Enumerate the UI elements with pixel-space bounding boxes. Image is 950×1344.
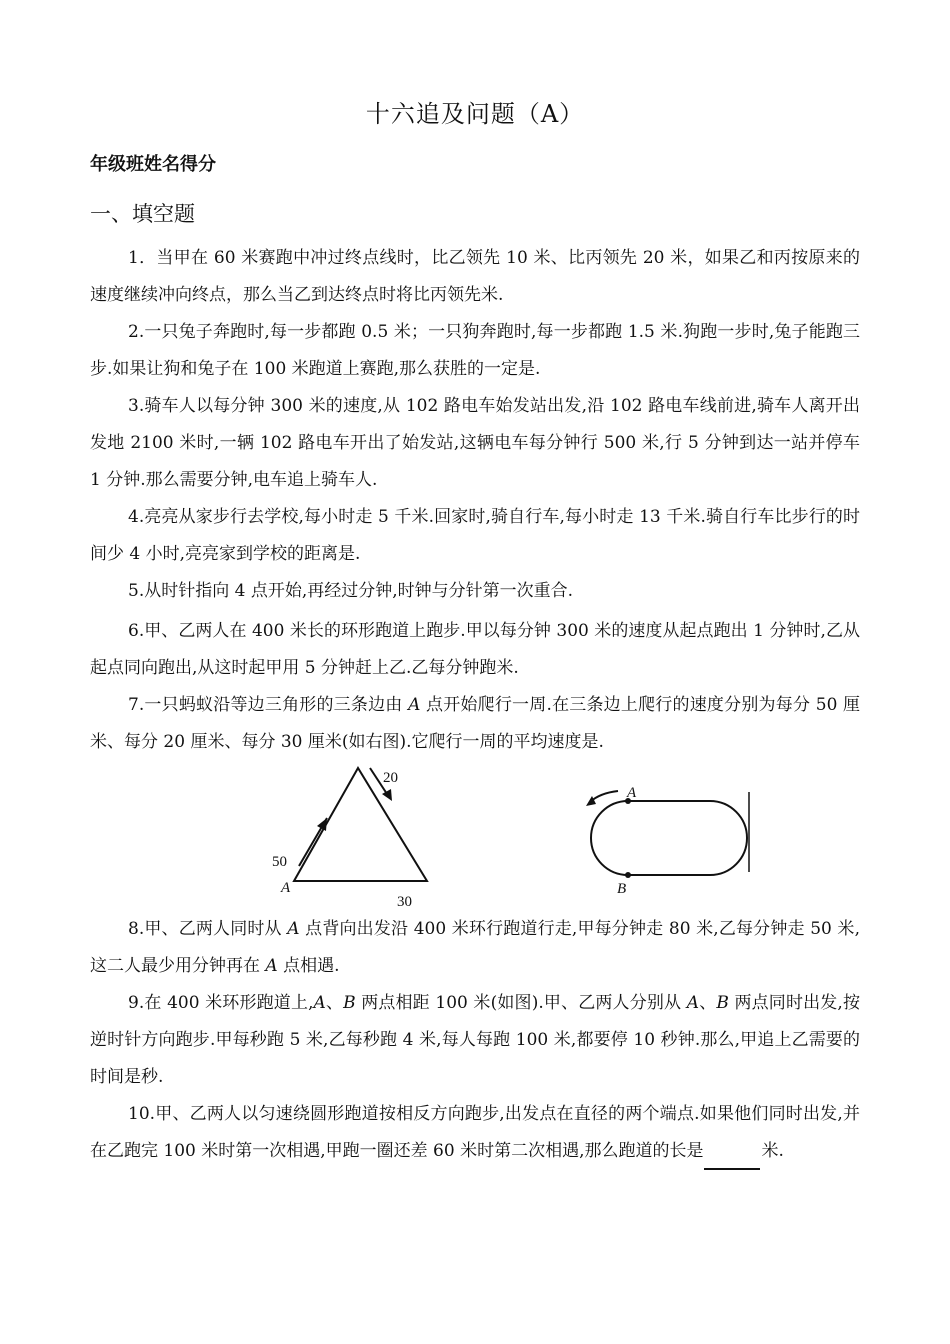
problem-5: 5.从时针指向 4 点开始,再经过分钟,时钟与分针第一次重合. [128, 581, 574, 601]
point-label: B [716, 993, 729, 1013]
counterclockwise-arrow [590, 791, 618, 802]
problem-8-text-c: 点相遇. [277, 956, 340, 976]
problem-4: 4.亮亮从家步行去学校,每小时走 5 千米.回家时,骑自行车,每小时走 13 千米.骑自行车比步行的时间少 4 小时,亮亮家到学校的距离是. [90, 507, 860, 564]
problem-9-text-a: 9.在 400 米环形跑道上, [128, 993, 314, 1013]
problem-9-text-c: 两点相距 100 米(如图).甲、乙两人分别从 [355, 993, 687, 1013]
arrow-right-head [382, 789, 392, 801]
problem-9-text-e: 两点同时出发,按逆时针方向跑步.甲每秒跑 5 米,乙每秒跑 4 米,每人每跑 100 米,都要停 10 秒钟.那么,甲追上乙需要的时间是秒. [90, 993, 861, 1087]
point-label: B [343, 993, 356, 1013]
section-heading: 一、填空题 [90, 202, 195, 226]
point-label: A [265, 956, 278, 976]
problem-3: 3.骑车人以每分钟 300 米的速度,从 102 路电车始发站出发,沿 102 路电车线前进,骑车人离开出发地 2100 米时,一辆 102 路电车开出了始发站,这辆电车每分钟行 500 米,行 5 分钟到达一站并停车 1 分钟.那么需要分钟,电车追上骑车人. [90, 396, 860, 490]
label-vertex-a: A [281, 880, 291, 896]
point-b-dot [625, 872, 631, 878]
problem-8 [90, 911, 860, 985]
label-speed-20: 20 [383, 770, 398, 786]
problem-7-text-a: 7.一只蚂蚁沿等边三角形的三条边由 [128, 695, 409, 715]
problem-9-text-d: 、 [699, 993, 717, 1013]
problem-6: 6.甲、乙两人在 400 米长的环形跑道上跑步.甲以每分钟 300 米的速度从起点跑出 1 分钟时,乙从起点同向跑出,从这时起甲用 5 分钟赶上乙.乙每分钟跑米. [90, 621, 860, 678]
page-title: 十六追及问题（A） [365, 100, 585, 128]
label-point-b: B [617, 881, 627, 897]
problem-10-text: 10.甲、乙两人以匀速绕圆形跑道按相反方向跑步,出发点在直径的两个端点.如果他们同时出发,并在乙跑完 100 米时第一次相遇,甲跑一圈还差 60 米时第二次相遇,那么跑道的长是 [90, 1104, 860, 1161]
oval-track [591, 801, 747, 875]
student-info-line: 年级班姓名得分 [90, 154, 216, 175]
label-speed-30: 30 [397, 894, 412, 910]
problem-8-text-b: 点背向出发沿 400 米环行跑道行走,甲每分钟走 80 米,乙每分钟走 50 米,这二人最少用分钟再在 [90, 919, 861, 976]
arrow-left-head [317, 818, 327, 831]
label-point-a: A [627, 785, 637, 801]
problem-10-tail: 米. [761, 1141, 784, 1161]
point-label: A [408, 695, 421, 715]
problem-9 [90, 985, 860, 1096]
problem-9-text-b: 、 [325, 993, 344, 1013]
point-label: A [313, 993, 326, 1013]
problem-8-text-a: 8.甲、乙两人同时从 [128, 919, 288, 939]
point-label: A [287, 919, 300, 939]
answer-blank [704, 1148, 760, 1170]
problem-2: 2.一只兔子奔跑时,每一步都跑 0.5 米；一只狗奔跑时,每一步都跑 1.5 米.狗跑一步时,兔子能跑三步.如果让狗和兔子在 100 米跑道上赛跑,那么获胜的一定是. [90, 322, 860, 379]
triangle-figure [272, 768, 427, 910]
label-speed-50: 50 [272, 854, 287, 870]
problem-7-text-b: 点开始爬行一周.在三条边上爬行的速度分别为每分 50 厘米、每分 20 厘米、每分 30 厘米(如右图).它爬行一周的平均速度是. [90, 695, 860, 752]
problem-1: 1．当甲在 60 米赛跑中冲过终点线时，比乙领先 10 米、比丙领先 20 米，如果乙和丙按原来的速度继续冲向终点，那么当乙到达终点时将比丙领先米. [90, 248, 860, 305]
problem-10 [90, 1096, 860, 1170]
equilateral-triangle [294, 768, 427, 881]
point-label: A [686, 993, 700, 1013]
track-figure [586, 785, 749, 897]
